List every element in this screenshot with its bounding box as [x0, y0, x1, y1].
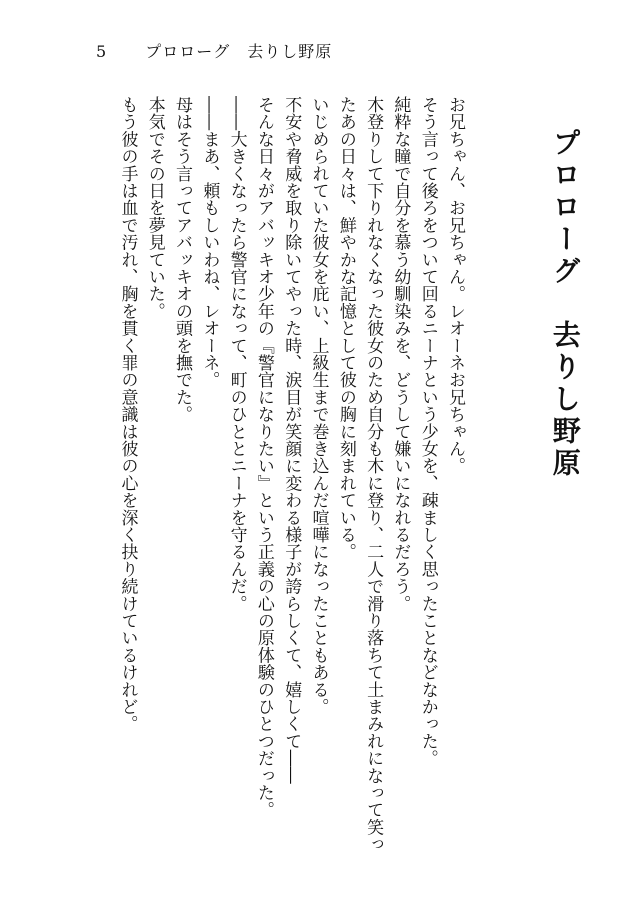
paragraph: 不安や脅威を取り除いてやった時、涙目が笑顔に変わる様子が誇らしくて、嬉しくて―― [281, 96, 302, 784]
paragraph: もう彼の手は血で汚れ、胸を貫く罪の意識は彼の心を深く抉り続けているけれど。 [117, 96, 138, 733]
paragraph: 木登りして下りれなくなった彼女のため自分も木に登り、二人で滑り落ちて土まみれになって笑ったあの日々は、鮮やかな記憶として彼の胸に刻まれている。 [335, 96, 384, 853]
running-head-title: プロローグ 去りし野原 [145, 42, 333, 61]
chapter-title: プロローグ 去りし野原 [548, 128, 582, 480]
paragraph: そんな日々がアバッキオ少年の『警官になりたい』という正義の心の原体験のひとつだった。 [253, 96, 274, 819]
running-header [96, 44, 332, 60]
paragraph: 本気でその日を夢見ていた。 [144, 96, 165, 320]
paragraph: 母はそう言ってアバッキオの頭を撫でた。 [172, 96, 193, 423]
paragraph: ――大きくなったら警官になって、町のひととニーナを守るんだ。 [226, 96, 247, 612]
paragraph: いじめられていた彼女を庇い、上級生まで巻き込んだ喧嘩になったこともある。 [308, 96, 329, 716]
paragraph: お兄ちゃん、お兄ちゃん。レオーネお兄ちゃん。 [445, 96, 465, 475]
paragraph: そう言って後ろをついて回るニーナという少女を、疎ましく思ったことなどなかった。 [417, 96, 438, 767]
paragraph: ――まあ、頼もしいわね、レオーネ。 [199, 96, 220, 389]
body-text [78, 96, 468, 856]
page-number: 5 [96, 42, 107, 61]
paragraph: 純粋な瞳で自分を慕う幼馴染みを、どうして嫌いになれるだろう。 [390, 96, 411, 612]
